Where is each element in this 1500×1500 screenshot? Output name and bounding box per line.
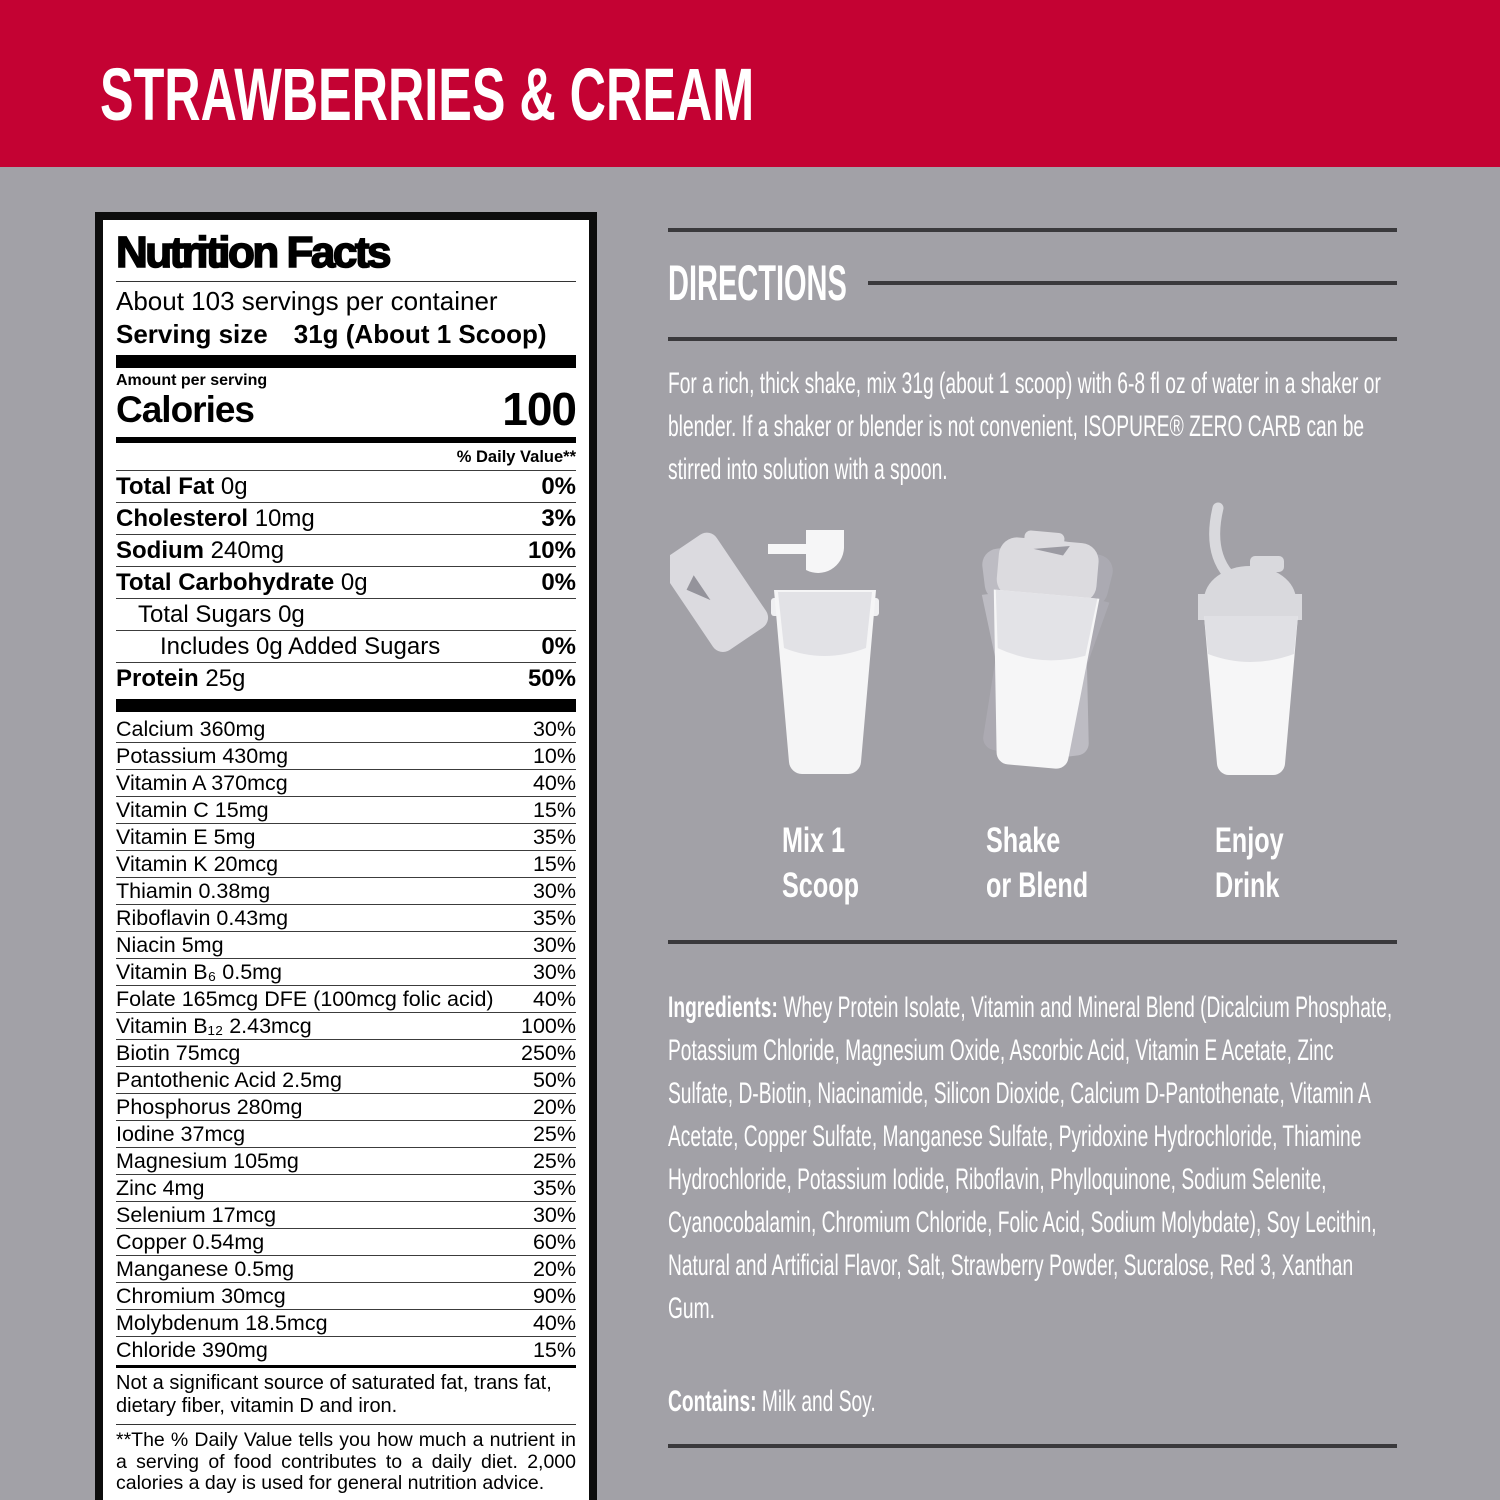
vitamin-row [116, 1201, 576, 1228]
amount-per-serving-label: Amount per serving [116, 372, 268, 389]
directions-heading-box [668, 254, 864, 312]
step-line: Drink [1215, 866, 1280, 905]
vitamin-name: Vitamin E 5mg [116, 825, 256, 849]
vitamin-percent: 60% [532, 1230, 576, 1254]
vitamin-row [116, 1309, 576, 1336]
calories-row [116, 383, 576, 435]
contains-list: Milk and Soy. [756, 1385, 876, 1418]
shaker-body [1204, 616, 1298, 775]
vitamin-row [116, 931, 576, 958]
ingredients-list: Whey Protein Isolate, Vitamin and Mineral Blend (Dicalcium Phosphate, Potassium Chloride, Magnesium Oxide, Ascorbic Acid, Vitamin E Acetate, Zinc Sulfate, D-Biotin, Niacinamide, Silicon Dioxide, Calcium D-Pantothenate, Vitamin A Acetate, Copper Sulfate, Manganese Sulfate, Pyridoxine Hydrochloride, Thiamine Hydrochloride, Potassium Iodide, Riboflavin, Phylloquinone, Sodium Selenite, Cyanocobalamin, Chromium Chloride, Folic Acid, Sodium Molybdate), Soy Lecithin, Natural and Artificial Flavor, Salt, Strawberry Powder, Sucralose, Red 3, Xanthan Gum. [668, 991, 1393, 1325]
vitamin-name: Phosphorus 280mg [116, 1095, 303, 1119]
nutrient-percent: 10% [527, 537, 576, 564]
vitamin-percent: 90% [532, 1284, 576, 1308]
flavor-banner [0, 0, 1500, 167]
serving-size-label: Serving size [116, 319, 268, 349]
vitamin-name: Vitamin A 370mcg [116, 771, 288, 795]
vitamin-percent: 30% [532, 960, 576, 984]
shaker-with-open-spout-icon [1192, 498, 1312, 786]
vitamin-row [116, 823, 576, 850]
vitamin-row [116, 904, 576, 931]
nutrient-qty: Includes 0g Added Sugars [160, 633, 441, 660]
vitamin-percent: 15% [532, 852, 576, 876]
divider [116, 281, 576, 282]
nutrient-percent: 50% [527, 665, 576, 692]
nutrient-name: Cholesterol [116, 505, 249, 532]
nutrient-percent: 3% [541, 505, 576, 532]
vitamin-row [116, 877, 576, 904]
divider [668, 940, 1397, 944]
vitamin-row [116, 1012, 576, 1039]
vitamin-row [116, 850, 576, 877]
contains-text [668, 1380, 1397, 1423]
vitamin-row [116, 1174, 576, 1201]
vitamin-row [116, 1282, 576, 1309]
vitamin-percent: 20% [532, 1095, 576, 1119]
vitamin-row [116, 1120, 576, 1147]
vitamin-mineral-rows [116, 716, 576, 1363]
scoop-icon [768, 530, 844, 573]
not-significant-source-note: Not a significant source of saturated fat, trans fat, dietary fiber, vitamin D and iron. [116, 1372, 552, 1417]
servings-per-container: About 103 servings per container [116, 286, 498, 316]
nutrient-row [116, 662, 576, 694]
vitamin-percent: 35% [532, 906, 576, 930]
vitamin-percent: 100% [521, 1014, 576, 1038]
vitamin-name: Folate 165mcg DFE (100mcg folic acid) [116, 987, 494, 1011]
vitamin-name: Vitamin K 20mcg [116, 852, 279, 876]
vitamin-name: Pantothenic Acid 2.5mg [116, 1068, 342, 1092]
nutrient-percent: 0% [541, 569, 576, 596]
vitamin-name: Chromium 30mcg [116, 1284, 286, 1308]
nutrient-row [116, 566, 576, 598]
contains-label: Contains: [668, 1385, 757, 1418]
step-line: Scoop [782, 866, 860, 905]
vitamin-name: Chloride 390mg [116, 1338, 268, 1362]
vitamin-percent: 30% [532, 933, 576, 957]
vitamin-name: Niacin 5mg [116, 933, 224, 957]
vitamin-name: Magnesium 105mg [116, 1149, 299, 1173]
nutrient-percent: 0% [541, 633, 576, 660]
vitamin-percent: 35% [532, 1176, 576, 1200]
nutrient-name: Sodium [116, 537, 204, 564]
step-label-shake [986, 818, 1088, 908]
vitamin-name: Molybdenum 18.5mcg [116, 1311, 328, 1335]
vitamin-percent: 15% [532, 1338, 576, 1362]
serving-size-value: 31g (About 1 Scoop) [293, 319, 547, 349]
divider [668, 337, 1397, 341]
nutrient-row [116, 598, 576, 630]
vitamin-percent: 40% [532, 987, 576, 1011]
vitamin-percent: 20% [532, 1257, 576, 1281]
nutrient-percent: 0% [541, 473, 576, 500]
vitamin-name: Zinc 4mg [116, 1176, 205, 1200]
nutrient-row [116, 534, 576, 566]
daily-value-footnote: **The % Daily Value tells you how much a nutrient in a serving of food contributes to a daily diet. 2,000 calories a day is used for general nutrition advice. [116, 1429, 576, 1494]
vitamin-percent: 40% [532, 1311, 576, 1335]
vitamin-row [116, 985, 576, 1012]
nutrient-name: Total Fat [116, 473, 215, 500]
vitamin-name: Vitamin B₆ 0.5mg [116, 960, 283, 984]
nutrient-row [116, 630, 576, 662]
vitamin-row [116, 716, 576, 742]
divider [668, 228, 1397, 232]
vitamin-name: Riboflavin 0.43mg [116, 906, 289, 930]
directions-body [668, 362, 1500, 491]
serving-size-row [116, 318, 576, 350]
vitamin-percent: 30% [532, 717, 576, 741]
vitamin-row [116, 742, 576, 769]
heading-side-line [868, 281, 1397, 285]
vitamin-percent: 50% [532, 1068, 576, 1092]
nutrient-qty: Total Sugars 0g [138, 601, 305, 628]
nutrient-qty: 10mg [248, 505, 315, 532]
divider [668, 1444, 1397, 1448]
vitamin-row [116, 1228, 576, 1255]
vitamin-percent: 30% [532, 879, 576, 903]
vitamin-row [116, 1039, 576, 1066]
nutrition-facts-label [95, 212, 597, 1500]
vitamin-row [116, 796, 576, 823]
nutrient-name: Total Carbohydrate [116, 569, 335, 596]
step-line: or Blend [986, 866, 1089, 905]
nutrient-qty: 0g [334, 569, 368, 596]
directions-text: For a rich, thick shake, mix 31g (about 1 scoop) with 6-8 fl oz of water in a shaker or blender. If a shaker or blender is not convenient, ISOPURE® ZERO CARB can be stirred into solution with a spoon. [668, 367, 1381, 486]
vitamin-row [116, 1066, 576, 1093]
macro-nutrient-rows [116, 470, 576, 694]
nutrition-facts-title: Nutrition Facts [116, 228, 389, 277]
ingredients-label: Ingredients: [668, 991, 778, 1024]
shaker-lid-icon [670, 528, 773, 657]
calories-value: 100 [502, 383, 576, 435]
vitamin-name: Vitamin B₁₂ 2.43mcg [116, 1014, 312, 1038]
vitamin-percent: 35% [532, 825, 576, 849]
vitamin-name: Thiamin 0.38mg [116, 879, 271, 903]
vitamin-row [116, 1147, 576, 1174]
thick-divider [116, 699, 576, 712]
step-label-enjoy [1215, 818, 1284, 908]
vitamin-percent: 15% [532, 798, 576, 822]
vitamin-row [116, 1255, 576, 1282]
vitamin-name: Vitamin C 15mg [116, 798, 269, 822]
step-label-mix [782, 818, 859, 908]
directions-header-row [668, 244, 1397, 322]
nutrient-qty: 240mg [204, 537, 285, 564]
vitamin-percent: 250% [521, 1041, 576, 1065]
step-line: Mix 1 [782, 821, 846, 860]
nutrient-qty: 0g [214, 473, 248, 500]
vitamin-percent: 25% [532, 1149, 576, 1173]
shaking-shaker-icon [950, 528, 1135, 780]
nutrient-row [116, 470, 576, 502]
flavor-title: STRAWBERRIES & CREAM [100, 53, 755, 136]
thick-divider [116, 355, 576, 368]
step-line: Shake [986, 821, 1061, 860]
ingredients-section [668, 986, 1500, 1330]
vitamin-row [116, 958, 576, 985]
scoop-and-open-shaker-icon [670, 522, 880, 780]
vitamin-name: Iodine 37mcg [116, 1122, 246, 1146]
nutrient-qty: 25g [198, 665, 246, 692]
vitamin-name: Copper 0.54mg [116, 1230, 265, 1254]
nutrient-row [116, 502, 576, 534]
vitamin-name: Calcium 360mg [116, 717, 266, 741]
vitamin-percent: 25% [532, 1122, 576, 1146]
calories-label: Calories [116, 389, 255, 430]
vitamin-percent: 30% [532, 1203, 576, 1227]
open-cup-icon [771, 590, 879, 774]
vitamin-percent: 10% [532, 744, 576, 768]
step-line: Enjoy [1215, 821, 1284, 860]
vitamin-name: Manganese 0.5mg [116, 1257, 295, 1281]
ingredients-text [668, 986, 1397, 1330]
vitamin-name: Biotin 75mcg [116, 1041, 241, 1065]
vitamin-name: Selenium 17mcg [116, 1203, 277, 1227]
vitamin-percent: 40% [532, 771, 576, 795]
contains-section [668, 1380, 1500, 1423]
vitamin-row [116, 769, 576, 796]
vitamin-name: Potassium 430mg [116, 744, 289, 768]
vitamin-row [116, 1336, 576, 1363]
directions-heading: DIRECTIONS [668, 255, 847, 311]
daily-value-header: % Daily Value** [456, 448, 576, 466]
nutrient-name: Protein [116, 665, 199, 692]
vitamin-row [116, 1093, 576, 1120]
